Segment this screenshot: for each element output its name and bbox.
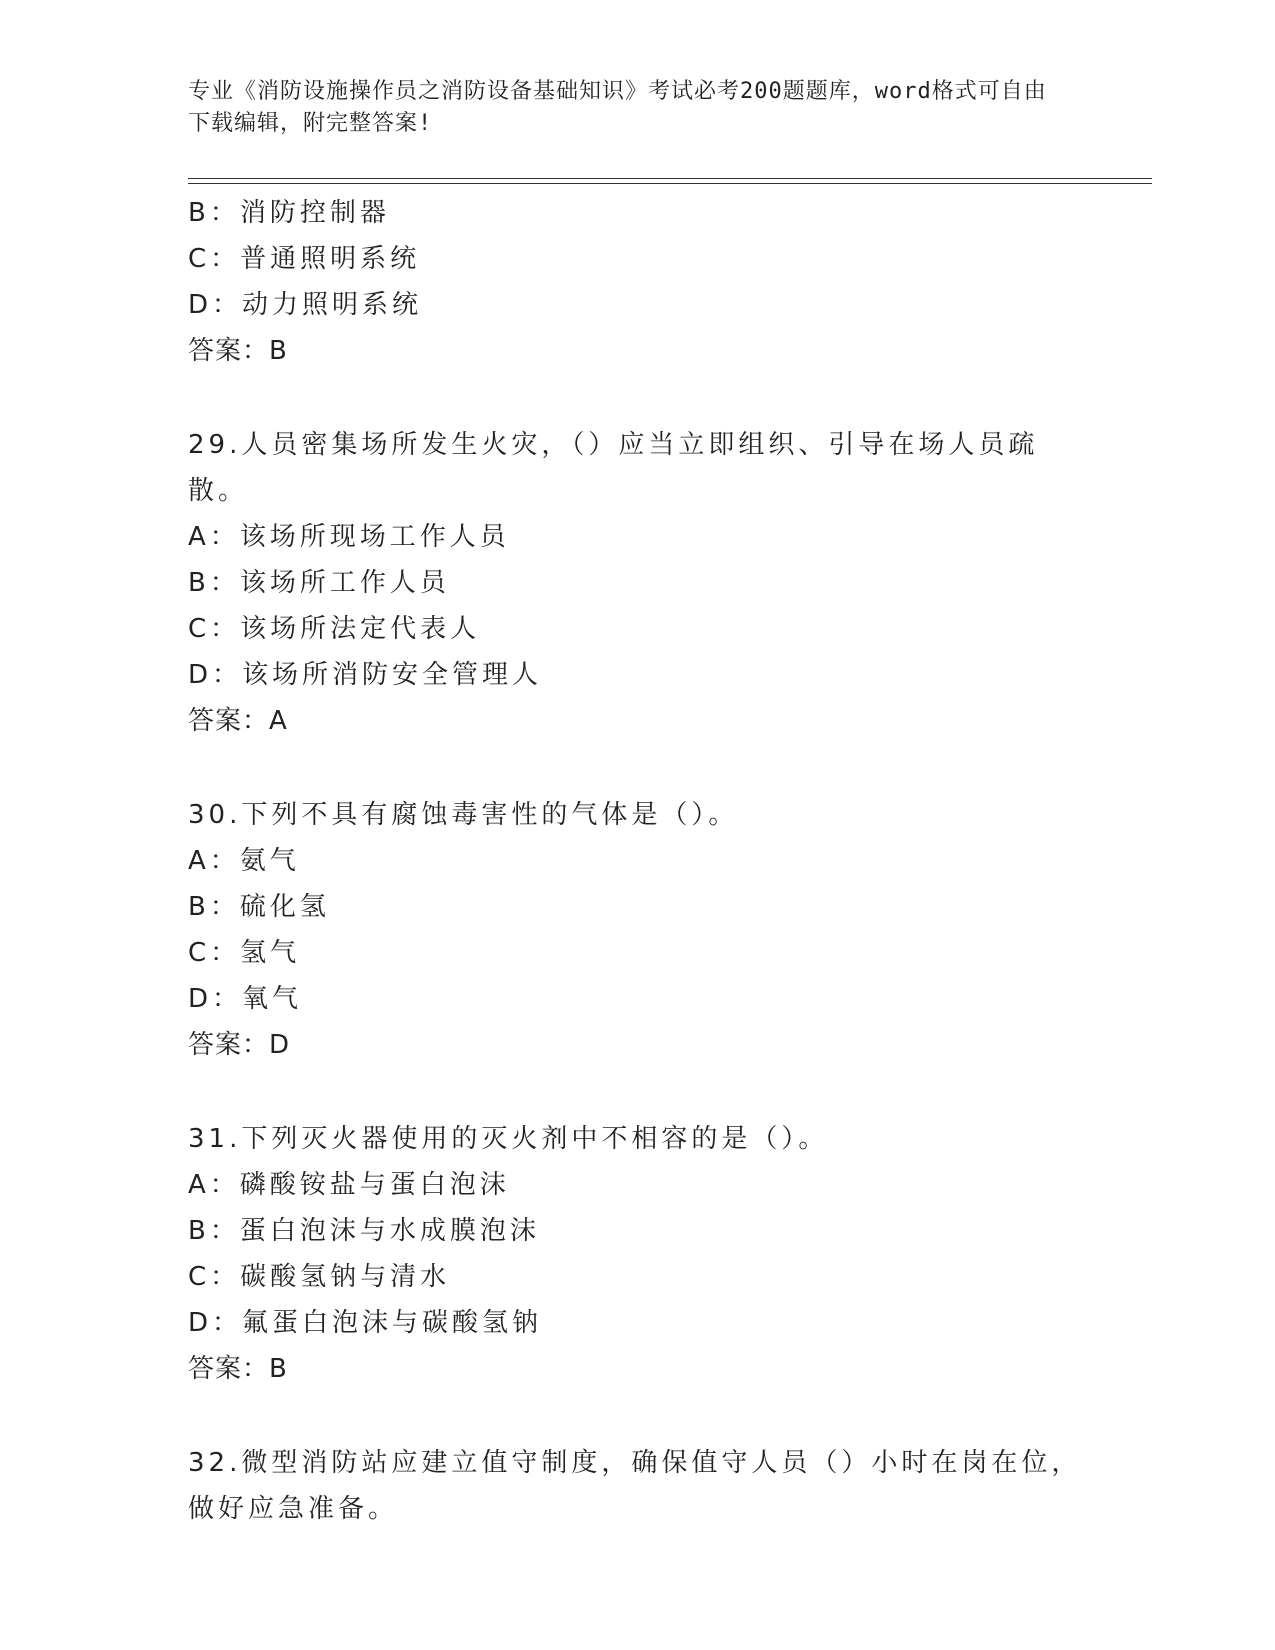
document-header: 专业《消防设施操作员之消防设备基础知识》考试必考200题题库，word格式可自由下载编辑，附完整答案!	[188, 79, 1047, 136]
option-d: D：该场所消防安全管理人	[188, 660, 543, 690]
question-text: 32.微型消防站应建立值守制度，确保值守人员（）小时在岗在位，做好应急准备。	[188, 1448, 1082, 1524]
answer: 答案：A	[188, 706, 288, 736]
question-block	[188, 422, 1088, 744]
answer: 答案：B	[188, 1354, 288, 1384]
option-a: A：磷酸铵盐与蛋白泡沫	[188, 1170, 510, 1200]
option-b: B：该场所工作人员	[188, 568, 450, 598]
question-text: 29.人员密集场所发生火灾，（）应当立即组织、引导在场人员疏散。	[188, 430, 1039, 506]
question-block	[188, 792, 1088, 1068]
option-c: C：碳酸氢钠与清水	[188, 1262, 451, 1292]
question-block	[188, 1116, 1088, 1392]
question-text: 30.下列不具有腐蚀毒害性的气体是（）。	[188, 800, 739, 830]
option-c: C：该场所法定代表人	[188, 614, 481, 644]
question-block	[188, 1440, 1088, 1532]
answer: 答案：B	[188, 336, 288, 366]
option-a: A：该场所现场工作人员	[188, 522, 510, 552]
option-b: B：消防控制器	[188, 198, 390, 228]
option-d: D：动力照明系统	[188, 290, 423, 320]
option-c: C：普通照明系统	[188, 244, 421, 274]
header-divider	[188, 178, 1152, 184]
question-block-continued	[188, 190, 1088, 374]
question-text: 31.下列灭火器使用的灭火剂中不相容的是（）。	[188, 1124, 829, 1154]
option-c: C：氢气	[188, 938, 301, 968]
option-a: A：氨气	[188, 846, 300, 876]
question-list	[188, 190, 1088, 1532]
answer: 答案：D	[188, 1030, 291, 1060]
option-b: B：硫化氢	[188, 892, 330, 922]
option-d: D：氧气	[188, 984, 303, 1014]
option-d: D：氟蛋白泡沫与碳酸氢钠	[188, 1308, 543, 1338]
option-b: B：蛋白泡沫与水成膜泡沫	[188, 1216, 540, 1246]
